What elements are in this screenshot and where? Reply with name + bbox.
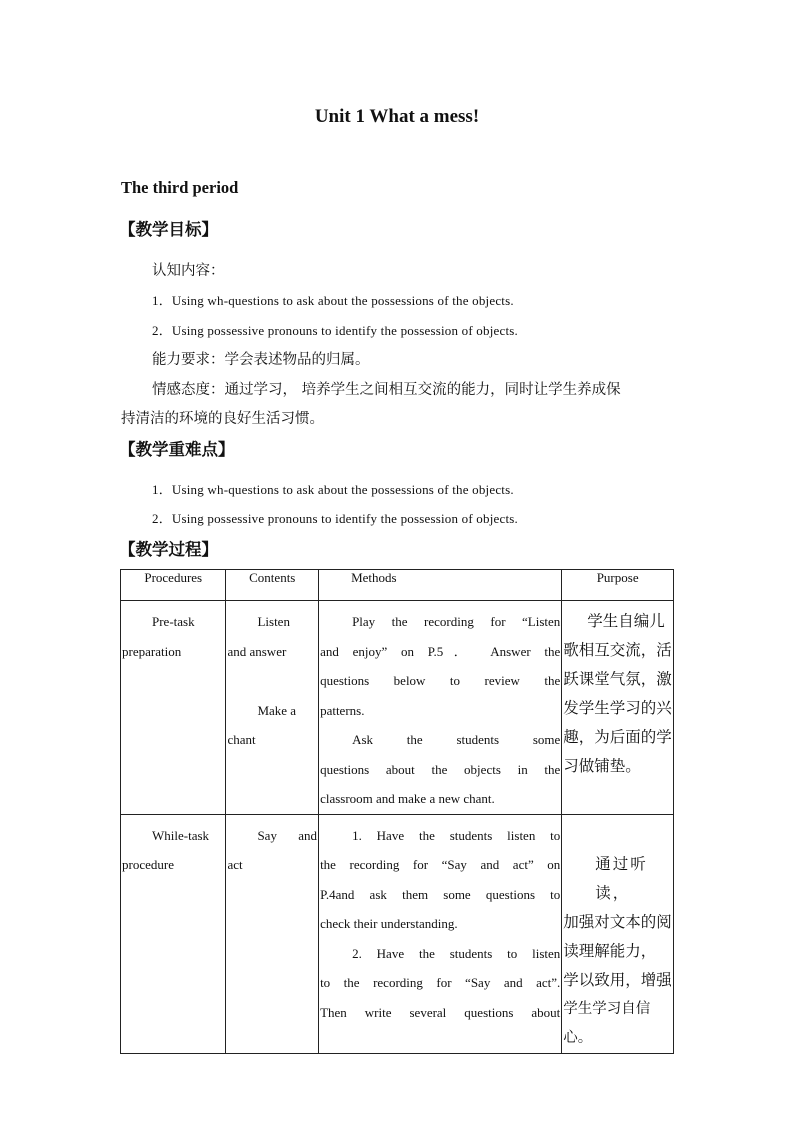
- methods-line: questions about the objects in the: [320, 761, 561, 777]
- section-objectives: 【教学目标】: [119, 220, 218, 239]
- procedure-cell: [121, 601, 226, 815]
- emotion-attitude-line-1: 情感态度：通过学习， 培养学生之间相互交流的能力，同时让学生养成保: [152, 382, 621, 398]
- ability-requirement: 能力要求：学会表述物品的归属。: [152, 352, 370, 368]
- methods-line: Ask the students some: [352, 732, 561, 747]
- purpose-line: 学以致用，增强: [563, 970, 672, 989]
- section-process: 【教学过程】: [119, 540, 218, 559]
- table-header-row: [121, 570, 674, 601]
- methods-cell: [319, 814, 562, 1053]
- methods-line: Then write several questions about: [320, 1004, 561, 1020]
- period-heading: The third period: [121, 178, 239, 197]
- contents-line: Say and: [257, 827, 318, 843]
- purpose-line: 习做铺垫。: [563, 757, 641, 775]
- purpose-line: 通过听读，: [595, 854, 648, 902]
- purpose-line: 跃课堂气氛，激: [563, 670, 672, 688]
- contents-line: act: [227, 857, 243, 872]
- purpose-line: 加强对文本的阅: [563, 912, 672, 931]
- methods-line: patterns.: [320, 702, 365, 718]
- purpose-line: 学生学习自信心。: [563, 1000, 651, 1046]
- methods-line: classroom and make a new chant.: [320, 791, 495, 806]
- procedure-line: Pre-task: [152, 614, 195, 629]
- methods-line: 2. Have the students to listen: [352, 945, 561, 961]
- document-title: Unit 1 What a mess!: [314, 106, 480, 127]
- procedure-line: preparation: [122, 643, 182, 659]
- methods-cell: [319, 601, 562, 815]
- contents-line: [227, 666, 317, 696]
- contents-line: chant: [227, 732, 256, 747]
- key-point-1: 1．Using wh-questions to ask about the possessions of the objects.: [152, 482, 514, 497]
- purpose-line: 趣，为后面的学: [563, 728, 672, 746]
- purpose-line: 读理解能力，: [563, 941, 657, 960]
- contents-cell: [226, 601, 319, 815]
- purpose-line: 发学生学习的兴: [563, 699, 672, 717]
- methods-line: Play the recording for “Listen: [352, 614, 561, 629]
- objective-item-1: 1．Using wh-questions to ask about the possessions of the objects.: [152, 293, 514, 308]
- purpose-cell: [562, 814, 674, 1053]
- table-row: [121, 814, 674, 1053]
- methods-line: P.4and ask them some questions to: [320, 886, 561, 902]
- emotion-attitude-line-2: 持清洁的环境的良好生活习惯。: [121, 411, 324, 427]
- procedure-cell: [121, 814, 226, 1053]
- cognitive-label: 认知内容：: [152, 263, 225, 279]
- purpose-line: 歌相互交流，活: [563, 641, 672, 659]
- methods-line: 1. Have the students listen to: [352, 827, 561, 843]
- header-methods: Methods: [319, 570, 562, 601]
- teaching-process-table: [120, 569, 674, 1054]
- header-purpose: Purpose: [562, 570, 674, 601]
- procedure-line: procedure: [122, 857, 174, 872]
- header-contents: Contents: [226, 570, 319, 601]
- purpose-line: 学生自编儿: [587, 612, 665, 630]
- table-row: [121, 601, 674, 815]
- purpose-line: [563, 821, 673, 850]
- key-point-2: 2．Using possessive pronouns to identify the possession of objects.: [152, 511, 518, 526]
- contents-cell: [226, 814, 319, 1053]
- objective-item-2: 2．Using possessive pronouns to identify the possession of objects.: [152, 323, 518, 338]
- contents-line: Make a: [257, 702, 297, 718]
- contents-line: Listen: [257, 614, 290, 629]
- methods-line: check their understanding.: [320, 916, 458, 931]
- purpose-cell: [562, 601, 674, 815]
- methods-line: the recording for “Say and act” on: [320, 857, 561, 872]
- header-procedures: Procedures: [121, 570, 226, 601]
- procedure-line: While-task: [152, 827, 210, 843]
- contents-line: and answer: [227, 643, 287, 659]
- methods-line: and enjoy” on P.5． Answer the: [320, 643, 561, 659]
- methods-line: questions below to review the: [320, 673, 561, 688]
- section-key-points: 【教学重难点】: [119, 440, 235, 459]
- methods-line: to the recording for “Say and act”.: [320, 975, 561, 990]
